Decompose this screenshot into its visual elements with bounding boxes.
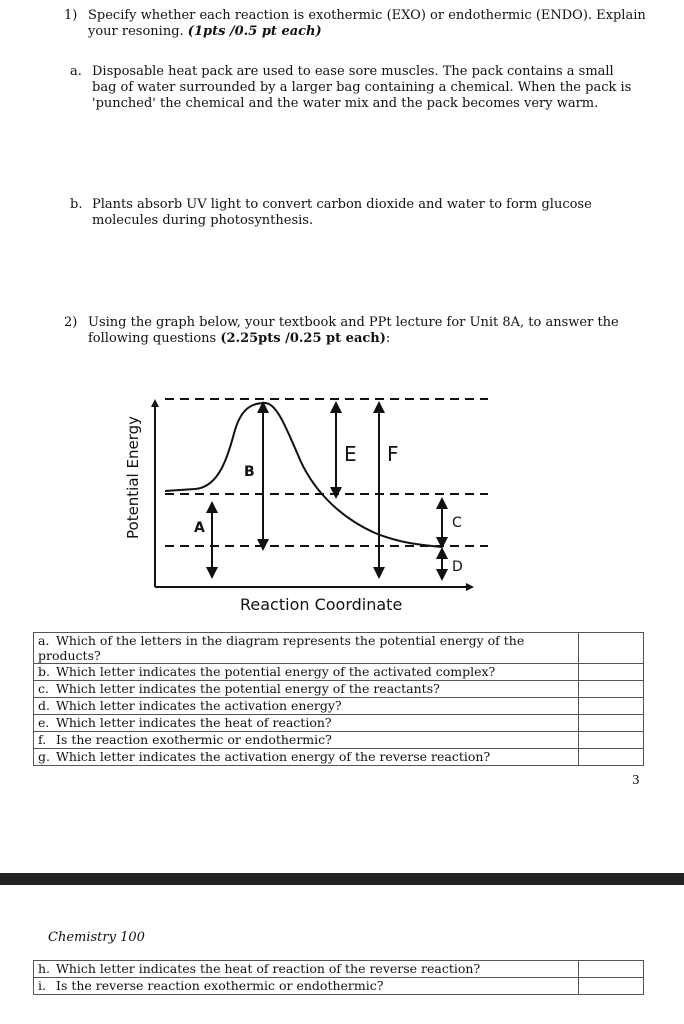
question-1-points: (1pts /0.5 pt each) bbox=[187, 24, 322, 39]
table-row: b. Which letter indicates the potential energy of the activated complex? bbox=[34, 664, 644, 681]
question-2-points: (2.25pts /0.25 pt each) bbox=[220, 331, 386, 346]
answer-cell[interactable] bbox=[579, 715, 644, 732]
table-row: c. Which letter indicates the potential energy of the reactants? bbox=[34, 681, 644, 698]
table-row: d. Which letter indicates the activation energy? bbox=[34, 698, 644, 715]
question-1-number: 1) bbox=[64, 8, 78, 23]
questions-table-2 bbox=[33, 960, 644, 995]
question-1a-text: Disposable heat pack are used to ease sore muscles. The pack contains a small bag of water surrounded by a larger bag containing a chemical. When the pack is 'punched' the chemical and the water mix and the pack becomes very warm. bbox=[92, 64, 632, 111]
course-title: Chemistry 100 bbox=[48, 930, 145, 945]
table-row: e. Which letter indicates the heat of reaction? bbox=[34, 715, 644, 732]
label-b: B bbox=[244, 464, 255, 480]
table-row: h. Which letter indicates the heat of reaction of the reverse reaction? bbox=[34, 961, 644, 978]
x-axis-label: Reaction Coordinate bbox=[240, 595, 403, 614]
answer-cell[interactable] bbox=[579, 698, 644, 715]
answer-cell[interactable] bbox=[579, 681, 644, 698]
label-d: D bbox=[452, 559, 463, 575]
answer-cell[interactable] bbox=[579, 732, 644, 749]
question-2-prompt: Using the graph below, your textbook and PPt lecture for Unit 8A, to answer the following questions (2.25pts /0.25 pt each): bbox=[88, 315, 619, 346]
question-1b-text: Plants absorb UV light to convert carbon dioxide and water to form glucose molecules during photosynthesis. bbox=[92, 197, 592, 228]
page-number: 3 bbox=[632, 773, 640, 787]
table-row: a. Which of the letters in the diagram represents the potential energy of the products? bbox=[34, 633, 644, 664]
questions-table bbox=[33, 632, 644, 766]
table-row: f. Is the reaction exothermic or endothermic? bbox=[34, 732, 644, 749]
table-row: g. Which letter indicates the activation energy of the reverse reaction? bbox=[34, 749, 644, 766]
label-c: C bbox=[452, 515, 462, 531]
answer-cell[interactable] bbox=[579, 961, 644, 978]
question-2-number: 2) bbox=[64, 315, 78, 330]
reaction-curve bbox=[165, 403, 442, 547]
page-divider bbox=[0, 873, 684, 885]
question-1-prompt: Specify whether each reaction is exothermic (EXO) or endothermic (ENDO). Explain your resoning. (1pts /0.5 pt each) bbox=[88, 8, 646, 39]
label-e: E bbox=[344, 442, 357, 466]
answer-cell[interactable] bbox=[579, 664, 644, 681]
label-a: A bbox=[194, 520, 205, 536]
answer-cell[interactable] bbox=[579, 978, 644, 995]
energy-diagram bbox=[110, 375, 500, 615]
answer-cell[interactable] bbox=[579, 749, 644, 766]
table-row: i. Is the reverse reaction exothermic or endothermic? bbox=[34, 978, 644, 995]
y-axis-label: Potential Energy bbox=[124, 416, 142, 539]
label-f: F bbox=[387, 442, 399, 466]
answer-cell[interactable] bbox=[579, 633, 644, 664]
